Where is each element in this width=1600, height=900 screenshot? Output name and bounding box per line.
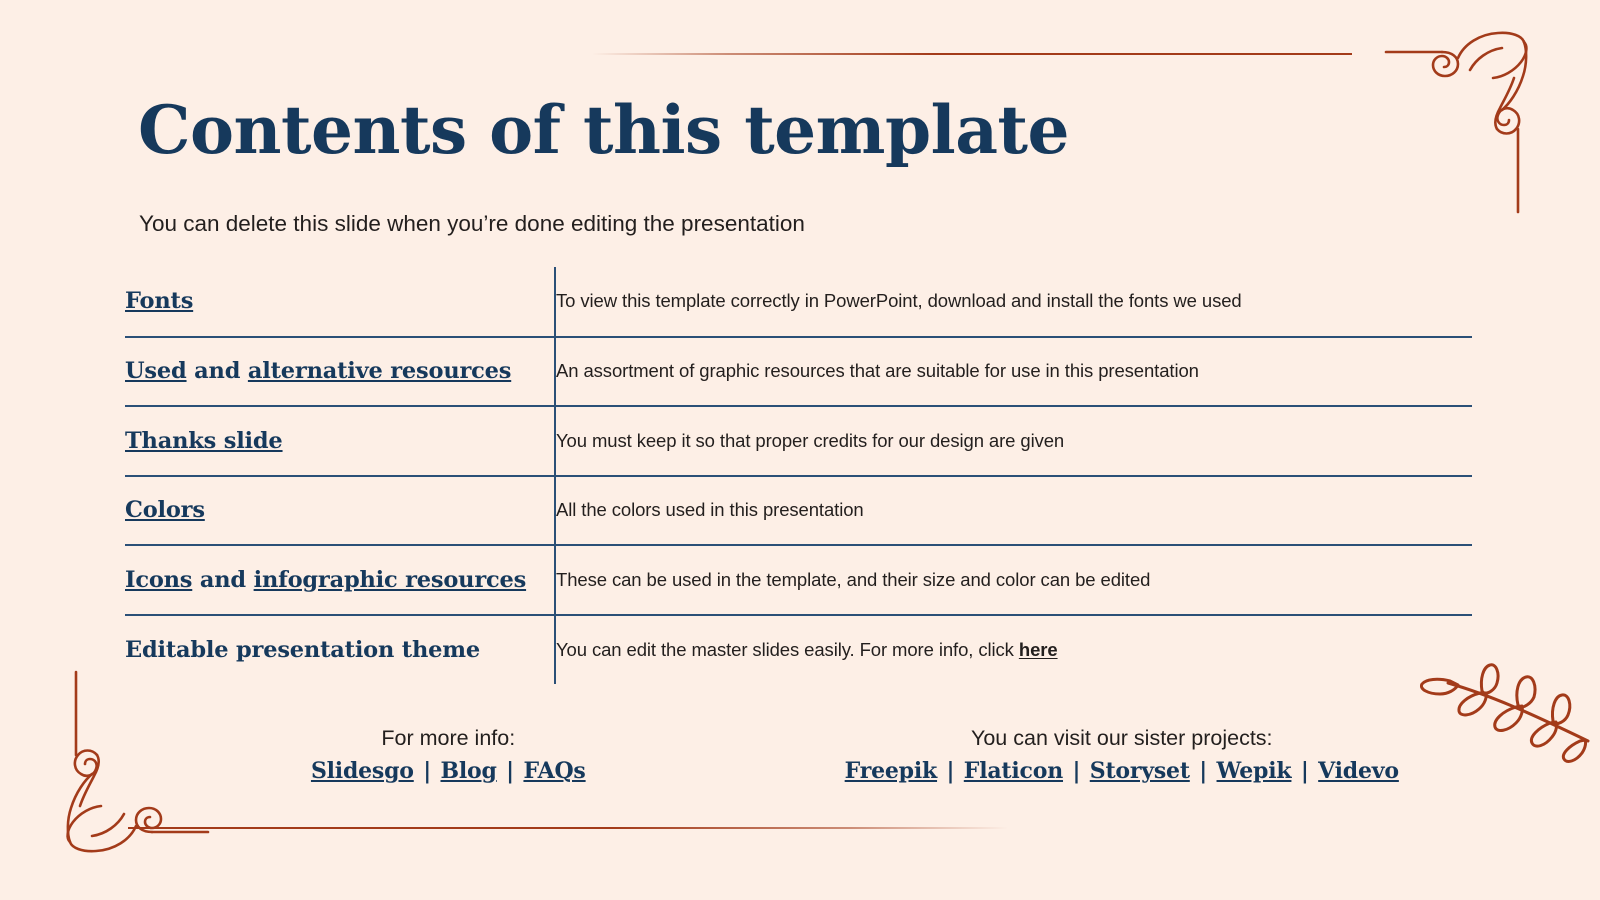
footer-separator: | xyxy=(415,758,439,785)
table-cell-description xyxy=(555,615,1472,685)
horizontal-rule-top-icon xyxy=(592,53,1352,55)
footer-link-faqs[interactable]: FAQs xyxy=(523,758,586,785)
footer-separator: | xyxy=(1191,758,1215,785)
description-text: To view this template correctly in PowerPoint, download and install the fonts we used xyxy=(556,290,1242,312)
table-cell-label xyxy=(125,615,555,685)
table-cell-label xyxy=(125,406,555,476)
contents-link-thanks-slide[interactable]: Thanks slide xyxy=(125,427,283,454)
table-cell-description xyxy=(555,545,1472,615)
footer-link-flaticon[interactable]: Flaticon xyxy=(963,758,1064,785)
description-text: An assortment of graphic resources that are suitable for use in this presentation xyxy=(556,360,1199,382)
footer-sister-projects-links xyxy=(772,755,1472,788)
table-row xyxy=(125,615,1472,685)
footer-link-blog[interactable]: Blog xyxy=(440,758,497,785)
description-text: All the colors used in this presentation xyxy=(556,499,864,521)
horizontal-rule-bottom-icon xyxy=(128,827,1008,829)
footer-link-videvo[interactable]: Videvo xyxy=(1318,758,1399,785)
description-text: These can be used in the template, and their size and color can be edited xyxy=(556,568,1151,590)
footer-link-storyset[interactable]: Storyset xyxy=(1089,758,1190,785)
table-row xyxy=(125,476,1472,546)
contents-link-icons-infographic-resources[interactable]: Icons and infographic resources xyxy=(125,566,527,593)
table-cell-label xyxy=(125,267,555,337)
contents-link-used-alternative-resources[interactable]: Used and alternative resources xyxy=(125,358,512,385)
footer-more-info-group xyxy=(125,722,772,788)
footer xyxy=(125,722,1472,788)
page-subtitle: You can delete this slide when you’re done editing the presentation xyxy=(139,211,805,236)
contents-label-editable-presentation-theme: Editable presentation theme xyxy=(125,636,480,663)
table-cell-description xyxy=(555,476,1472,546)
table-row xyxy=(125,406,1472,476)
footer-sister-projects-group xyxy=(772,722,1472,788)
footer-separator: | xyxy=(1293,758,1317,785)
description-text xyxy=(556,639,1058,660)
here-link[interactable]: here xyxy=(1018,638,1058,660)
footer-sister-projects-label: You can visit our sister projects: xyxy=(970,726,1273,750)
table-cell-label xyxy=(125,545,555,615)
table-cell-description xyxy=(555,337,1472,407)
contents-link-fonts[interactable]: Fonts xyxy=(125,288,194,315)
footer-more-info-label: For more info: xyxy=(381,726,516,750)
ornate-flourish-top-right-icon xyxy=(1384,22,1564,222)
table-cell-label xyxy=(125,337,555,407)
footer-separator: | xyxy=(939,758,962,785)
footer-separator: | xyxy=(498,758,522,785)
table-row xyxy=(125,267,1472,337)
table-cell-description xyxy=(555,267,1472,337)
contents-table xyxy=(125,267,1472,684)
description-text: You must keep it so that proper credits for our design are given xyxy=(556,429,1065,451)
footer-more-info-links xyxy=(125,755,772,788)
footer-link-freepik[interactable]: Freepik xyxy=(844,758,938,785)
page-title: Contents of this template xyxy=(138,91,1069,169)
table-row xyxy=(125,545,1472,615)
contents-link-colors[interactable]: Colors xyxy=(125,497,205,524)
contents-table-body xyxy=(125,267,1472,684)
footer-link-slidesgo[interactable]: Slidesgo xyxy=(310,758,414,785)
description-prefix: You can edit the master slides easily. For more info, click xyxy=(556,638,1019,660)
table-cell-label xyxy=(125,476,555,546)
footer-link-wepik[interactable]: Wepik xyxy=(1216,758,1292,785)
footer-separator: | xyxy=(1065,758,1088,785)
table-row xyxy=(125,337,1472,407)
table-cell-description xyxy=(555,406,1472,476)
